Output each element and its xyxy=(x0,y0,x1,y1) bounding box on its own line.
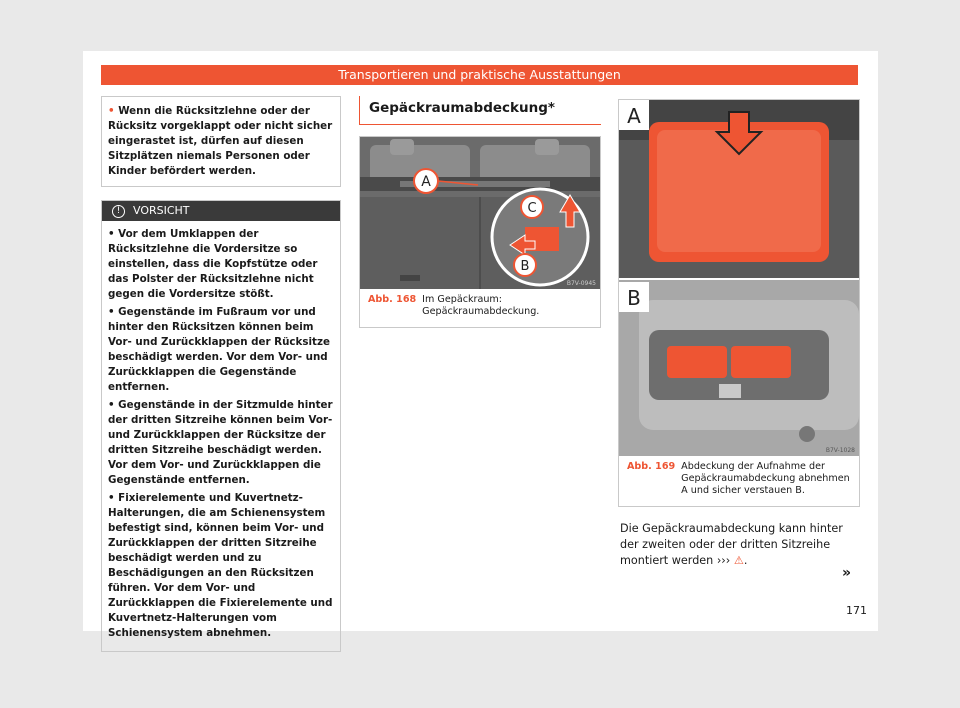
warning-triangle-icon: ⚠ xyxy=(733,554,744,567)
figure-label-c: C xyxy=(527,201,537,216)
page-number: 171 xyxy=(846,604,867,617)
body-paragraph xyxy=(618,521,860,569)
figure-caption xyxy=(360,289,600,327)
cargo-cover-illustration xyxy=(360,137,600,289)
chapter-header: Transportieren und praktische Ausstattungen xyxy=(101,65,858,85)
caution-box xyxy=(101,200,341,652)
right-column xyxy=(618,99,860,569)
caution-item: • Gegenstände im Fußraum vor und hinter den Rücksitzen können beim Vor- und Zurückklappen der Rücksitze beschädigt werden. Vor dem Vor- und Zurückklappen die Gegenstände entfernen. xyxy=(108,306,330,393)
info-circle-icon: ! xyxy=(112,205,125,218)
body-text: Die Gepäckraumabdeckung kann hinter der zweiten oder der dritten Sitzreihe montiert werden xyxy=(620,522,843,567)
cover-mount-illustration xyxy=(619,100,859,456)
left-column xyxy=(101,96,341,652)
caution-item: • Fixierelemente und Kuvertnetz-Halterungen, die am Schienensystem befestigt sind, können beim Vor- und Zurückklappen der dritten Sitzreihe beschädigt werden und zu Beschädigungen an den Rücksitzen führen. Vor dem Vor- und Zurückklappen die Fixierelemente und Kuvertnetz-Halterungen vom Schienensystem abnehmen. xyxy=(108,492,333,639)
figure-caption-text: Abdeckung der Aufnahme der Gepäckraumabdeckung abnehmen A und sicher verstauen B. xyxy=(681,461,850,496)
continue-marker: » xyxy=(842,565,852,581)
figure-168 xyxy=(359,136,601,328)
caution-title: VORSICHT xyxy=(133,204,190,217)
caution-item: • Gegenstände in der Sitzmulde hinter der dritten Sitzreihe können beim Vor- und Zurückklappen der Rücksitze der dritten Sitzreihe beschädigt werden. Vor dem Vor- und Zurückklappen die Gegenstände entfernen. xyxy=(108,399,333,486)
section-title: Gepäckraumabdeckung* xyxy=(359,96,601,125)
figure-label-b: B xyxy=(520,259,530,274)
caution-body xyxy=(102,221,340,651)
figure-number: Abb. 168 xyxy=(368,294,417,305)
warning-box xyxy=(101,96,341,187)
figure-number: Abb. 169 xyxy=(627,461,676,472)
cross-reference-arrows[interactable]: ››› xyxy=(716,554,731,567)
figure-label-a: A xyxy=(421,174,431,190)
caution-header xyxy=(102,201,340,221)
figure-caption xyxy=(619,456,859,506)
warning-bullet: • xyxy=(108,105,115,117)
figure-caption-text: Im Gepäckraum: Gepäckraumabdeckung. xyxy=(422,294,540,317)
figure-169 xyxy=(618,99,860,507)
body-text-end: . xyxy=(743,554,748,567)
figure-code: B7V-0945 xyxy=(566,280,596,287)
panel-label-a: A xyxy=(627,104,641,128)
caution-item: • Vor dem Umklappen der Rücksitzlehne die Vordersitze so einstellen, dass die Kopfstütze oder das Polster der Rücksitzlehne nicht gegen die Vordersitze stößt. xyxy=(108,228,318,300)
warning-text: Wenn die Rücksitzlehne oder der Rücksitz vorgeklappt oder nicht sicher eingerastet ist, dürfen auf diesen Sitzplätzen niemals Personen oder Kinder befördert werden. xyxy=(108,105,333,177)
figure-code: B7V-1028 xyxy=(825,447,855,454)
middle-column xyxy=(359,96,601,328)
panel-label-b: B xyxy=(627,286,641,310)
